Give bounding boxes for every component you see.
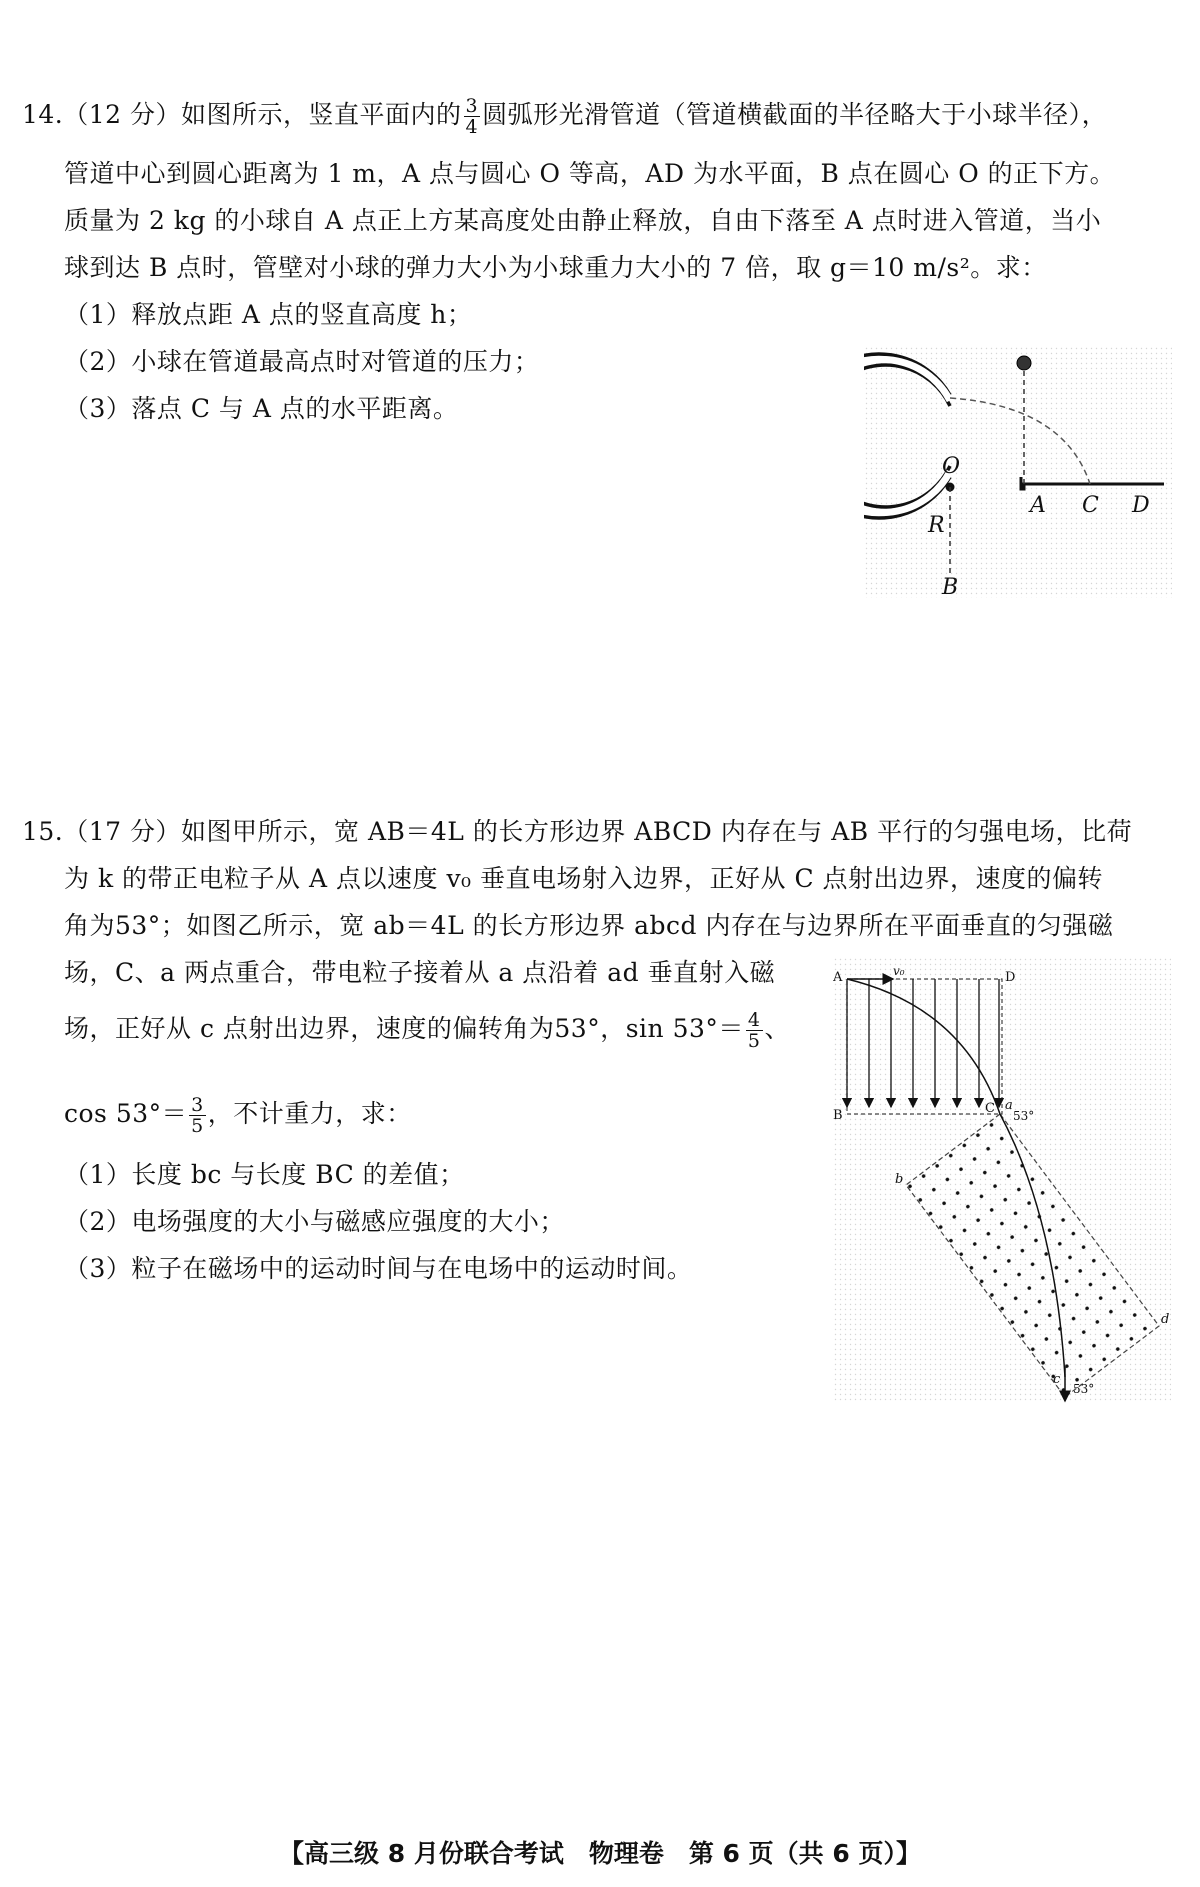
q14-label-D: D — [1132, 493, 1150, 518]
q15-label-A: A — [833, 970, 843, 985]
q15-sin-num: 4 — [747, 1009, 761, 1031]
q15-fraction-sin — [746, 1010, 763, 1051]
q15-label-c: c — [1053, 1372, 1061, 1387]
q14-label-B: B — [942, 575, 959, 598]
page-footer: 【高三级 8 月份联合考试 物理卷 第 6 页（共 6 页）】 — [279, 1839, 921, 1868]
q15-line6-b: ，不计重力，求： — [207, 1099, 412, 1128]
q15-fraction-cos — [189, 1095, 206, 1136]
q15-sub-1: （1）长度 bc 与长度 BC 的差值； — [64, 1160, 465, 1189]
q14-label-A: A — [1030, 493, 1046, 518]
q15-label-C: C — [985, 1101, 995, 1116]
q15-line-6 — [64, 1095, 412, 1136]
q15-label-B: B — [833, 1108, 843, 1123]
q15-line5-a: 场，正好从 c 点射出边界，速度的偏转角为53°，sin 53°＝ — [64, 1014, 744, 1043]
q14-sub-3: （3）落点 C 与 A 点的水平距离。 — [64, 394, 459, 423]
q14-line1-b: 圆弧形光滑管道（管道横截面的半径略大于小球半径）， — [482, 100, 1108, 129]
q15-figure — [833, 957, 1171, 1403]
q15-line-1: 15.（17 分）如图甲所示，宽 AB＝4L 的长方形边界 ABCD 内存在与 AB 平行的匀强电场，比荷 — [22, 817, 1133, 846]
q14-line1-a: 14.（12 分）如图所示，竖直平面内的 — [22, 100, 462, 129]
q14-sub-1: （1）释放点距 A 点的竖直高度 h； — [64, 300, 473, 329]
q14-frac-den: 4 — [465, 116, 479, 138]
q15-line-2: 为 k 的带正电粒子从 A 点以速度 v₀ 垂直电场射入边界，正好从 C 点射出边界，速度的偏转 — [64, 864, 1104, 893]
q15-cos-num: 3 — [191, 1094, 204, 1116]
q14-label-C: C — [1082, 493, 1099, 518]
q15-sub-3: （3）粒子在磁场中的运动时间与在电场中的运动时间。 — [64, 1254, 693, 1283]
q15-sin-den: 5 — [747, 1030, 761, 1052]
q15-label-b: b — [895, 1172, 904, 1187]
q14-label-O: O — [942, 454, 961, 479]
q14-label-R: R — [928, 513, 945, 538]
q14-sub-2: （2）小球在管道最高点时对管道的压力； — [64, 347, 540, 376]
q15-cos-den: 5 — [191, 1115, 204, 1137]
q15-line-3: 角为53°；如图乙所示，宽 ab＝4L 的长方形边界 abcd 内存在与边界所在平面垂直的匀强磁 — [64, 911, 1114, 940]
q14-line-3: 质量为 2 kg 的小球自 A 点正上方某高度处由静止释放，自由下落至 A 点时进入管道，当小 — [64, 206, 1102, 235]
q14-line-2: 管道中心到圆心距离为 1 m，A 点与圆心 O 等高，AD 为水平面，B 点在圆心 O 的正下方。 — [64, 159, 1116, 188]
q14-figure — [864, 346, 1172, 598]
q15-line5-b: 、 — [764, 1014, 791, 1043]
q15-label-d: d — [1161, 1312, 1170, 1327]
q15-line-4: 场，C、a 两点重合，带电粒子接着从 a 点沿着 ad 垂直射入磁 — [64, 958, 776, 987]
q14-fraction — [464, 96, 481, 137]
q15-angle-1: 53° — [1013, 1109, 1035, 1123]
q14-line-4: 球到达 B 点时，管壁对小球的弹力大小为小球重力大小的 7 倍，取 g＝10 m/s²。求： — [64, 253, 1047, 282]
q15-angle-2: 53° — [1073, 1382, 1095, 1396]
q14-frac-num: 3 — [465, 95, 479, 117]
q15-label-a: a — [1005, 1098, 1013, 1113]
q14-ball — [1017, 356, 1031, 370]
q14-line-1 — [22, 96, 1107, 137]
q15-line6-a: cos 53°＝ — [64, 1099, 188, 1128]
q14-figure-background — [864, 346, 1172, 598]
q15-sub-2: （2）电场强度的大小与磁感应强度的大小； — [64, 1207, 565, 1236]
q15-label-v0: v₀ — [893, 964, 905, 978]
q15-label-D: D — [1005, 970, 1016, 985]
q15-line-5 — [64, 1010, 790, 1051]
